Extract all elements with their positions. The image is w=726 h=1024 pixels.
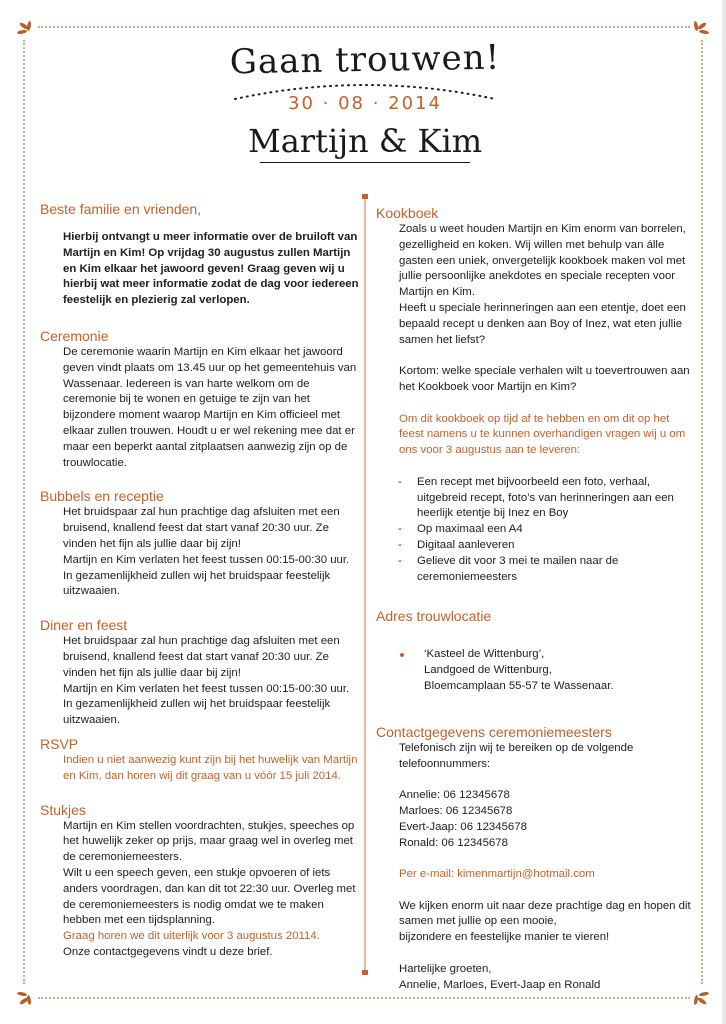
leaf-ornament-icon — [16, 985, 38, 1007]
email-line[interactable]: Per e-mail: kimenmartijn@hotmail.com — [399, 868, 595, 881]
section-title: Bubbels en receptie — [40, 488, 164, 505]
section-title: Adres trouwlocatie — [376, 608, 492, 625]
section-body: Zoals u weet houden Martijn en Kim enorm van borrelen, gezelligheid en koken. Wij willen met behulp van álle gasten een uniek, onvergetelijk kookboek maken vol met jullie persoonlijke anekdotes en speciale recepten voor Martijn en Kim. — [399, 223, 686, 299]
right-column — [376, 204, 696, 993]
section-body: Het bruidspaar zal hun prachtige dag afsluiten met een bruisend, knallend feest dat start vanaf 20:30 uur. Ze vinden het fijn als jullie daar bij zijn! — [63, 635, 340, 679]
couple-names: Martijn & Kim — [247, 122, 483, 160]
kookboek-list — [376, 475, 696, 586]
left-column — [40, 200, 360, 961]
section-body: Martijn en Kim stellen voordrachten, stukjes, speeches op het huwelijk zeker op prijs, maar graag wel in overleg met de ceremoniemeesters. — [63, 819, 355, 864]
divider-bottom-cap — [362, 970, 368, 975]
rsvp-body: Indien u niet aanwezig kunt zijn bij het huwelijk van Martijn en Kim, dan horen wij dit graag van u vóór 15 juli 2014. — [63, 753, 358, 782]
wedding-date: 30 · 08 · 2014 — [288, 93, 442, 114]
closing-text: bijzondere en feestelijke manier te vieren! — [399, 931, 610, 944]
phone-entry: Annelie: 06 12345678 — [399, 789, 510, 802]
address-line: ‘Kasteel de Wittenburg’, — [424, 648, 545, 661]
section-stukjes — [40, 801, 360, 961]
divider-top-cap — [362, 194, 368, 199]
leaf-ornament-icon — [688, 20, 710, 42]
section-bubbels — [40, 487, 360, 600]
address-item — [376, 647, 696, 694]
invitation-header — [200, 30, 530, 180]
address-line: Landgoed de Wittenburg, — [424, 664, 552, 677]
section-title: Kookboek — [376, 205, 439, 221]
leaf-ornament-icon — [16, 20, 38, 42]
intro-paragraph: Hierbij ontvangt u meer informatie over de bruiloft van Martijn en Kim! Op vrijdag 30 augustus zullen Martijn en Kim elkaar het jawoord geven! Graag geven wij u hierbij wat meer informatie zodat de dag voor iedereen feestelijk en plezierig zal verlopen. — [63, 231, 359, 307]
greeting-heading: Beste familie en vrienden, — [40, 201, 202, 217]
section-title: Diner en feest — [40, 617, 128, 634]
frame-left-border — [23, 40, 25, 984]
column-divider — [364, 196, 366, 973]
section-body: Kortom: welke speciale verhalen wilt u toevertrouwen aan het Kookboek voor Martijn en Kim? — [399, 365, 690, 393]
list-item: - Een recept met bijvoorbeeld een foto, verhaal, uitgebreid recept, foto’s van herinneringen aan een heerlijk etentje bij Inez en Boy — [396, 475, 696, 522]
section-body: Wilt u een speech geven, een stukje opvoeren of iets anders voordragen, dan kan dit tot 22:30 uur. Overleg met de ceremoniemeesters is nodig omdat we te maken hebben met een tijdsplanning. — [63, 866, 356, 927]
frame-bottom-border — [38, 997, 690, 999]
section-diner — [40, 616, 360, 729]
section-body: Martijn en Kim verlaten het feest tussen 00:15-00:30 uur. In gezamenlijkheid zullen wij het bruidspaar feestelijk uitzwaaien. — [63, 553, 350, 598]
section-contact — [376, 723, 696, 994]
section-title: Stukjes — [40, 801, 86, 818]
section-body: Het bruidspaar zal hun prachtige dag afsluiten met een bruisend, knallend feest dat start vanaf 20:30 uur. Ze vinden het fijn als jullie daar bij zijn! — [63, 506, 340, 550]
section-title: Ceremonie — [40, 327, 109, 344]
kookboek-request: Om dit kookboek op tijd af te hebben en om dit op het feest namens u te kunnen overhandigen vragen wij u om ons voor 3 augustus aan te leveren: — [399, 412, 686, 457]
page-edge — [722, 0, 726, 1024]
closing-text: We kijken enorm uit naar deze prachtige dag en hopen dit samen met jullie op een mooie, — [399, 899, 691, 928]
contact-note: Onze contactgegevens vindt u deze brief. — [63, 945, 273, 958]
signature: Annelie, Marloes, Evert-Jaap en Ronald — [399, 978, 601, 991]
names-underline — [260, 162, 470, 163]
section-body: Heeft u speciale herinneringen aan een etentje, doet een bepaald recept u denken aan Boy of Inez, wat eten jullie samen het liefst? — [399, 301, 686, 346]
phone-entry: Ronald: 06 12345678 — [399, 836, 508, 849]
section-body: Telefonisch zijn wij te bereiken op de volgende telefoonnummers: — [399, 741, 634, 770]
section-kookboek — [376, 204, 696, 585]
phone-entry: Evert-Jaap: 06 12345678 — [399, 820, 527, 833]
bullet-icon — [400, 653, 404, 657]
section-body: De ceremonie waarin Martijn en Kim elkaar het jawoord geven vindt plaats om 13.45 uur op het gemeentehuis van Wassenaar. Iedereen is van harte welkom om de ceremonie bij te wonen en getuige te zijn van het bijzondere moment waarop Martijn en Kim officieel met elkaar zullen trouwen. Houdt u er wel rekening mee dat er maar een beperkt aantal zitplaatsen aanwezig zijn op de trouwlocatie. — [63, 345, 357, 469]
section-ceremonie — [40, 327, 360, 471]
list-item: - Op maximaal een A4 — [396, 522, 696, 538]
frame-right-border — [701, 40, 703, 984]
header-title: Gaan trouwen! — [229, 37, 501, 83]
section-title: Contactgegevens ceremoniemeesters — [376, 723, 612, 740]
section-adres — [376, 607, 696, 694]
section-rsvp — [40, 735, 360, 785]
address-line: Bloemcamplaan 55-57 te Wassenaar. — [424, 679, 614, 692]
frame-top-border — [38, 26, 690, 28]
list-item: - Digitaal aanleveren — [396, 538, 696, 554]
list-item: - Gelieve dit voor 3 mei te mailen naar de ceremoniemeesters — [396, 554, 696, 586]
phone-entry: Marloes: 06 12345678 — [399, 804, 513, 817]
closing-greeting: Hartelijke groeten, — [399, 962, 492, 975]
section-body: Martijn en Kim verlaten het feest tussen 00:15-00:30 uur. In gezamenlijkheid zullen wij het bruidspaar feestelijk uitzwaaien. — [63, 682, 350, 727]
section-title: RSVP — [40, 735, 79, 752]
stukjes-deadline: Graag horen we dit uiterlijk voor 3 augustus 20114. — [63, 930, 320, 943]
